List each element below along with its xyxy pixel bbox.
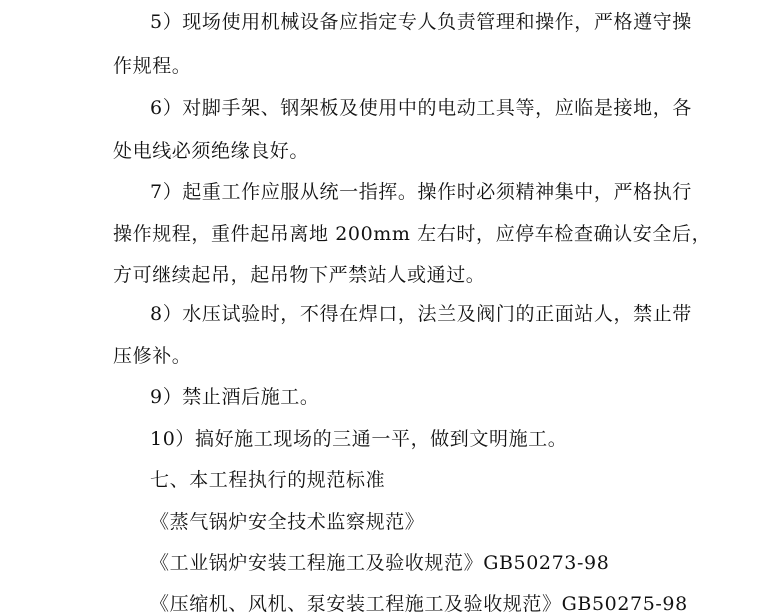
standard-reference-2: 《工业锅炉安装工程施工及验收规范》GB50273-98 (150, 552, 610, 574)
item-6-line-1: 6）对脚手架、钢架板及使用中的电动工具等，应临是接地，各 (150, 97, 692, 119)
item-10-line: 10）搞好施工现场的三通一平，做到文明施工。 (150, 428, 568, 450)
item-8-line-2: 压修补。 (113, 345, 192, 367)
section-heading: 七、本工程执行的规范标准 (150, 469, 386, 491)
standard-reference-1: 《蒸气锅炉安全技术监察规范》 (150, 511, 425, 533)
item-7-line-2: 操作规程，重件起吊离地 200mm 左右时，应停车检查确认安全后， (113, 223, 712, 245)
item-7-line-1: 7）起重工作应服从统一指挥。操作时必须精神集中，严格执行 (150, 181, 692, 203)
standard-reference-3: 《压缩机、风机、泵安装工程施工及验收规范》GB50275-98 (150, 593, 688, 615)
item-7-line-3: 方可继续起吊，起吊物下严禁站人或通过。 (113, 264, 486, 286)
item-6-line-2: 处电线必须绝缘良好。 (113, 140, 310, 162)
item-5-line-1: 5）现场使用机械设备应指定专人负责管理和操作，严格遵守操 (150, 11, 692, 33)
item-9-line: 9）禁止酒后施工。 (150, 386, 320, 408)
item-5-line-2: 作规程。 (113, 55, 192, 77)
item-8-line-1: 8）水压试验时，不得在焊口，法兰及阀门的正面站人，禁止带 (150, 303, 692, 325)
